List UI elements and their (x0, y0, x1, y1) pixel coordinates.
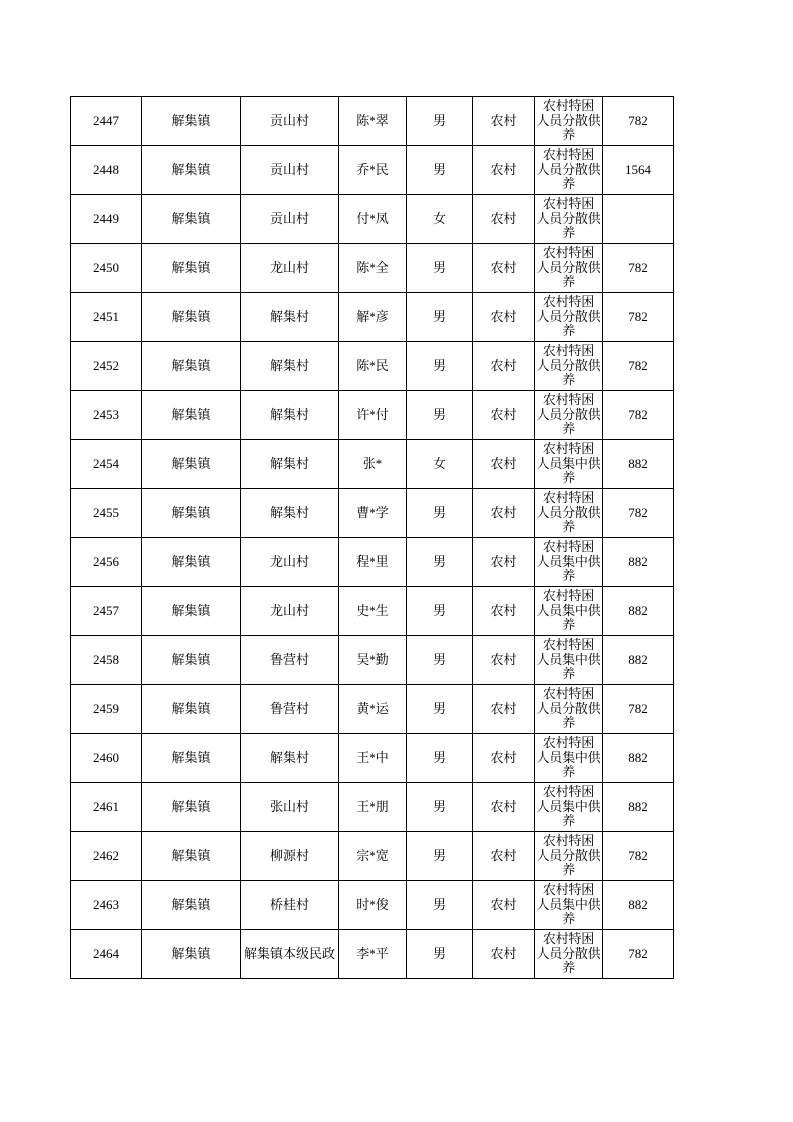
cell-name: 乔*民 (339, 146, 407, 195)
cell-town: 解集镇 (142, 440, 241, 489)
cell-household-type: 农村 (473, 538, 535, 587)
cell-category: 农村特困 人员集中供 养 (535, 538, 603, 587)
cell-village: 贡山村 (241, 146, 339, 195)
cell-id: 2462 (71, 832, 142, 881)
table-row (71, 244, 674, 293)
cell-household-type: 农村 (473, 489, 535, 538)
cell-household-type: 农村 (473, 587, 535, 636)
cell-village: 解集村 (241, 489, 339, 538)
cell-household-type: 农村 (473, 97, 535, 146)
cell-sex: 男 (407, 244, 473, 293)
cell-town: 解集镇 (142, 97, 241, 146)
cell-sex: 男 (407, 783, 473, 832)
cell-amount: 882 (603, 783, 674, 832)
cell-category: 农村特困 人员集中供 养 (535, 440, 603, 489)
cell-name: 张* (339, 440, 407, 489)
cell-town: 解集镇 (142, 391, 241, 440)
cell-household-type: 农村 (473, 685, 535, 734)
cell-amount: 782 (603, 930, 674, 979)
cell-id: 2459 (71, 685, 142, 734)
cell-town: 解集镇 (142, 538, 241, 587)
cell-village: 龙山村 (241, 538, 339, 587)
table-row (71, 440, 674, 489)
cell-category: 农村特困 人员分散供 养 (535, 685, 603, 734)
cell-amount: 882 (603, 734, 674, 783)
cell-amount: 882 (603, 587, 674, 636)
cell-sex: 男 (407, 146, 473, 195)
cell-name: 宗*宽 (339, 832, 407, 881)
cell-id: 2463 (71, 881, 142, 930)
cell-amount: 882 (603, 636, 674, 685)
cell-household-type: 农村 (473, 783, 535, 832)
cell-id: 2457 (71, 587, 142, 636)
cell-village: 贡山村 (241, 195, 339, 244)
cell-village: 解集镇本级民政 (241, 930, 339, 979)
cell-id: 2453 (71, 391, 142, 440)
cell-village: 鲁营村 (241, 636, 339, 685)
cell-id: 2455 (71, 489, 142, 538)
cell-village: 柳源村 (241, 832, 339, 881)
cell-town: 解集镇 (142, 685, 241, 734)
cell-category: 农村特困 人员分散供 养 (535, 832, 603, 881)
cell-amount: 882 (603, 538, 674, 587)
cell-name: 王*中 (339, 734, 407, 783)
cell-household-type: 农村 (473, 636, 535, 685)
table-row (71, 342, 674, 391)
cell-category: 农村特困 人员集中供 养 (535, 783, 603, 832)
cell-village: 鲁营村 (241, 685, 339, 734)
table-row (71, 930, 674, 979)
cell-category: 农村特困 人员分散供 养 (535, 342, 603, 391)
cell-town: 解集镇 (142, 489, 241, 538)
cell-id: 2449 (71, 195, 142, 244)
cell-category: 农村特困 人员集中供 养 (535, 734, 603, 783)
cell-category: 农村特困 人员分散供 养 (535, 391, 603, 440)
cell-sex: 男 (407, 587, 473, 636)
table-body (71, 97, 674, 979)
cell-sex: 男 (407, 685, 473, 734)
cell-village: 贡山村 (241, 97, 339, 146)
cell-household-type: 农村 (473, 391, 535, 440)
cell-category: 农村特困 人员分散供 养 (535, 244, 603, 293)
cell-household-type: 农村 (473, 832, 535, 881)
cell-id: 2461 (71, 783, 142, 832)
cell-household-type: 农村 (473, 440, 535, 489)
cell-name: 解*彦 (339, 293, 407, 342)
table-row (71, 734, 674, 783)
table-row (71, 293, 674, 342)
cell-id: 2448 (71, 146, 142, 195)
table-container (70, 96, 673, 979)
assistance-records-table (70, 96, 674, 979)
cell-amount: 782 (603, 342, 674, 391)
cell-amount: 1564 (603, 146, 674, 195)
cell-town: 解集镇 (142, 195, 241, 244)
cell-village: 张山村 (241, 783, 339, 832)
cell-sex: 男 (407, 97, 473, 146)
cell-amount: 782 (603, 97, 674, 146)
cell-category: 农村特困 人员分散供 养 (535, 146, 603, 195)
cell-name: 许*付 (339, 391, 407, 440)
cell-name: 付*凤 (339, 195, 407, 244)
cell-sex: 男 (407, 538, 473, 587)
cell-town: 解集镇 (142, 293, 241, 342)
cell-town: 解集镇 (142, 342, 241, 391)
table-row (71, 636, 674, 685)
cell-village: 解集村 (241, 734, 339, 783)
cell-amount: 782 (603, 832, 674, 881)
cell-name: 王*朋 (339, 783, 407, 832)
cell-household-type: 农村 (473, 293, 535, 342)
cell-town: 解集镇 (142, 930, 241, 979)
cell-name: 程*里 (339, 538, 407, 587)
cell-amount: 782 (603, 685, 674, 734)
cell-town: 解集镇 (142, 636, 241, 685)
cell-amount: 882 (603, 440, 674, 489)
cell-household-type: 农村 (473, 195, 535, 244)
cell-name: 吴*勤 (339, 636, 407, 685)
table-row (71, 685, 674, 734)
cell-amount: 882 (603, 881, 674, 930)
cell-sex: 男 (407, 636, 473, 685)
cell-town: 解集镇 (142, 832, 241, 881)
cell-village: 解集村 (241, 293, 339, 342)
cell-village: 龙山村 (241, 244, 339, 293)
cell-sex: 女 (407, 440, 473, 489)
cell-sex: 男 (407, 293, 473, 342)
cell-category: 农村特困 人员分散供 养 (535, 293, 603, 342)
cell-town: 解集镇 (142, 146, 241, 195)
cell-category: 农村特困 人员分散供 养 (535, 195, 603, 244)
cell-name: 陈*民 (339, 342, 407, 391)
cell-sex: 男 (407, 342, 473, 391)
cell-village: 解集村 (241, 391, 339, 440)
cell-sex: 男 (407, 489, 473, 538)
table-row (71, 881, 674, 930)
table-row (71, 391, 674, 440)
cell-sex: 男 (407, 832, 473, 881)
cell-category: 农村特困 人员集中供 养 (535, 881, 603, 930)
cell-village: 龙山村 (241, 587, 339, 636)
cell-sex: 男 (407, 930, 473, 979)
cell-amount: 782 (603, 489, 674, 538)
cell-category: 农村特困 人员集中供 养 (535, 636, 603, 685)
cell-category: 农村特困 人员分散供 养 (535, 97, 603, 146)
cell-name: 陈*全 (339, 244, 407, 293)
cell-household-type: 农村 (473, 244, 535, 293)
cell-sex: 男 (407, 734, 473, 783)
cell-id: 2454 (71, 440, 142, 489)
cell-household-type: 农村 (473, 146, 535, 195)
cell-id: 2464 (71, 930, 142, 979)
cell-name: 陈*翠 (339, 97, 407, 146)
cell-id: 2458 (71, 636, 142, 685)
cell-amount (603, 195, 674, 244)
cell-name: 黄*运 (339, 685, 407, 734)
cell-name: 曹*学 (339, 489, 407, 538)
cell-id: 2450 (71, 244, 142, 293)
cell-town: 解集镇 (142, 734, 241, 783)
table-row (71, 195, 674, 244)
cell-category: 农村特困 人员分散供 养 (535, 489, 603, 538)
table-row (71, 783, 674, 832)
cell-id: 2452 (71, 342, 142, 391)
cell-household-type: 农村 (473, 881, 535, 930)
cell-sex: 男 (407, 881, 473, 930)
cell-amount: 782 (603, 244, 674, 293)
cell-sex: 男 (407, 391, 473, 440)
cell-household-type: 农村 (473, 342, 535, 391)
cell-town: 解集镇 (142, 783, 241, 832)
cell-village: 解集村 (241, 440, 339, 489)
table-row (71, 587, 674, 636)
cell-id: 2460 (71, 734, 142, 783)
table-row (71, 832, 674, 881)
cell-name: 时*俊 (339, 881, 407, 930)
cell-household-type: 农村 (473, 734, 535, 783)
cell-amount: 782 (603, 293, 674, 342)
table-row (71, 97, 674, 146)
cell-village: 解集村 (241, 342, 339, 391)
cell-village: 桥桂村 (241, 881, 339, 930)
cell-town: 解集镇 (142, 587, 241, 636)
table-row (71, 538, 674, 587)
cell-amount: 782 (603, 391, 674, 440)
table-row (71, 146, 674, 195)
table-row (71, 489, 674, 538)
cell-id: 2456 (71, 538, 142, 587)
cell-id: 2447 (71, 97, 142, 146)
cell-name: 李*平 (339, 930, 407, 979)
cell-sex: 女 (407, 195, 473, 244)
cell-id: 2451 (71, 293, 142, 342)
cell-household-type: 农村 (473, 930, 535, 979)
cell-category: 农村特困 人员集中供 养 (535, 587, 603, 636)
cell-town: 解集镇 (142, 244, 241, 293)
cell-category: 农村特困 人员分散供 养 (535, 930, 603, 979)
cell-name: 史*生 (339, 587, 407, 636)
cell-town: 解集镇 (142, 881, 241, 930)
